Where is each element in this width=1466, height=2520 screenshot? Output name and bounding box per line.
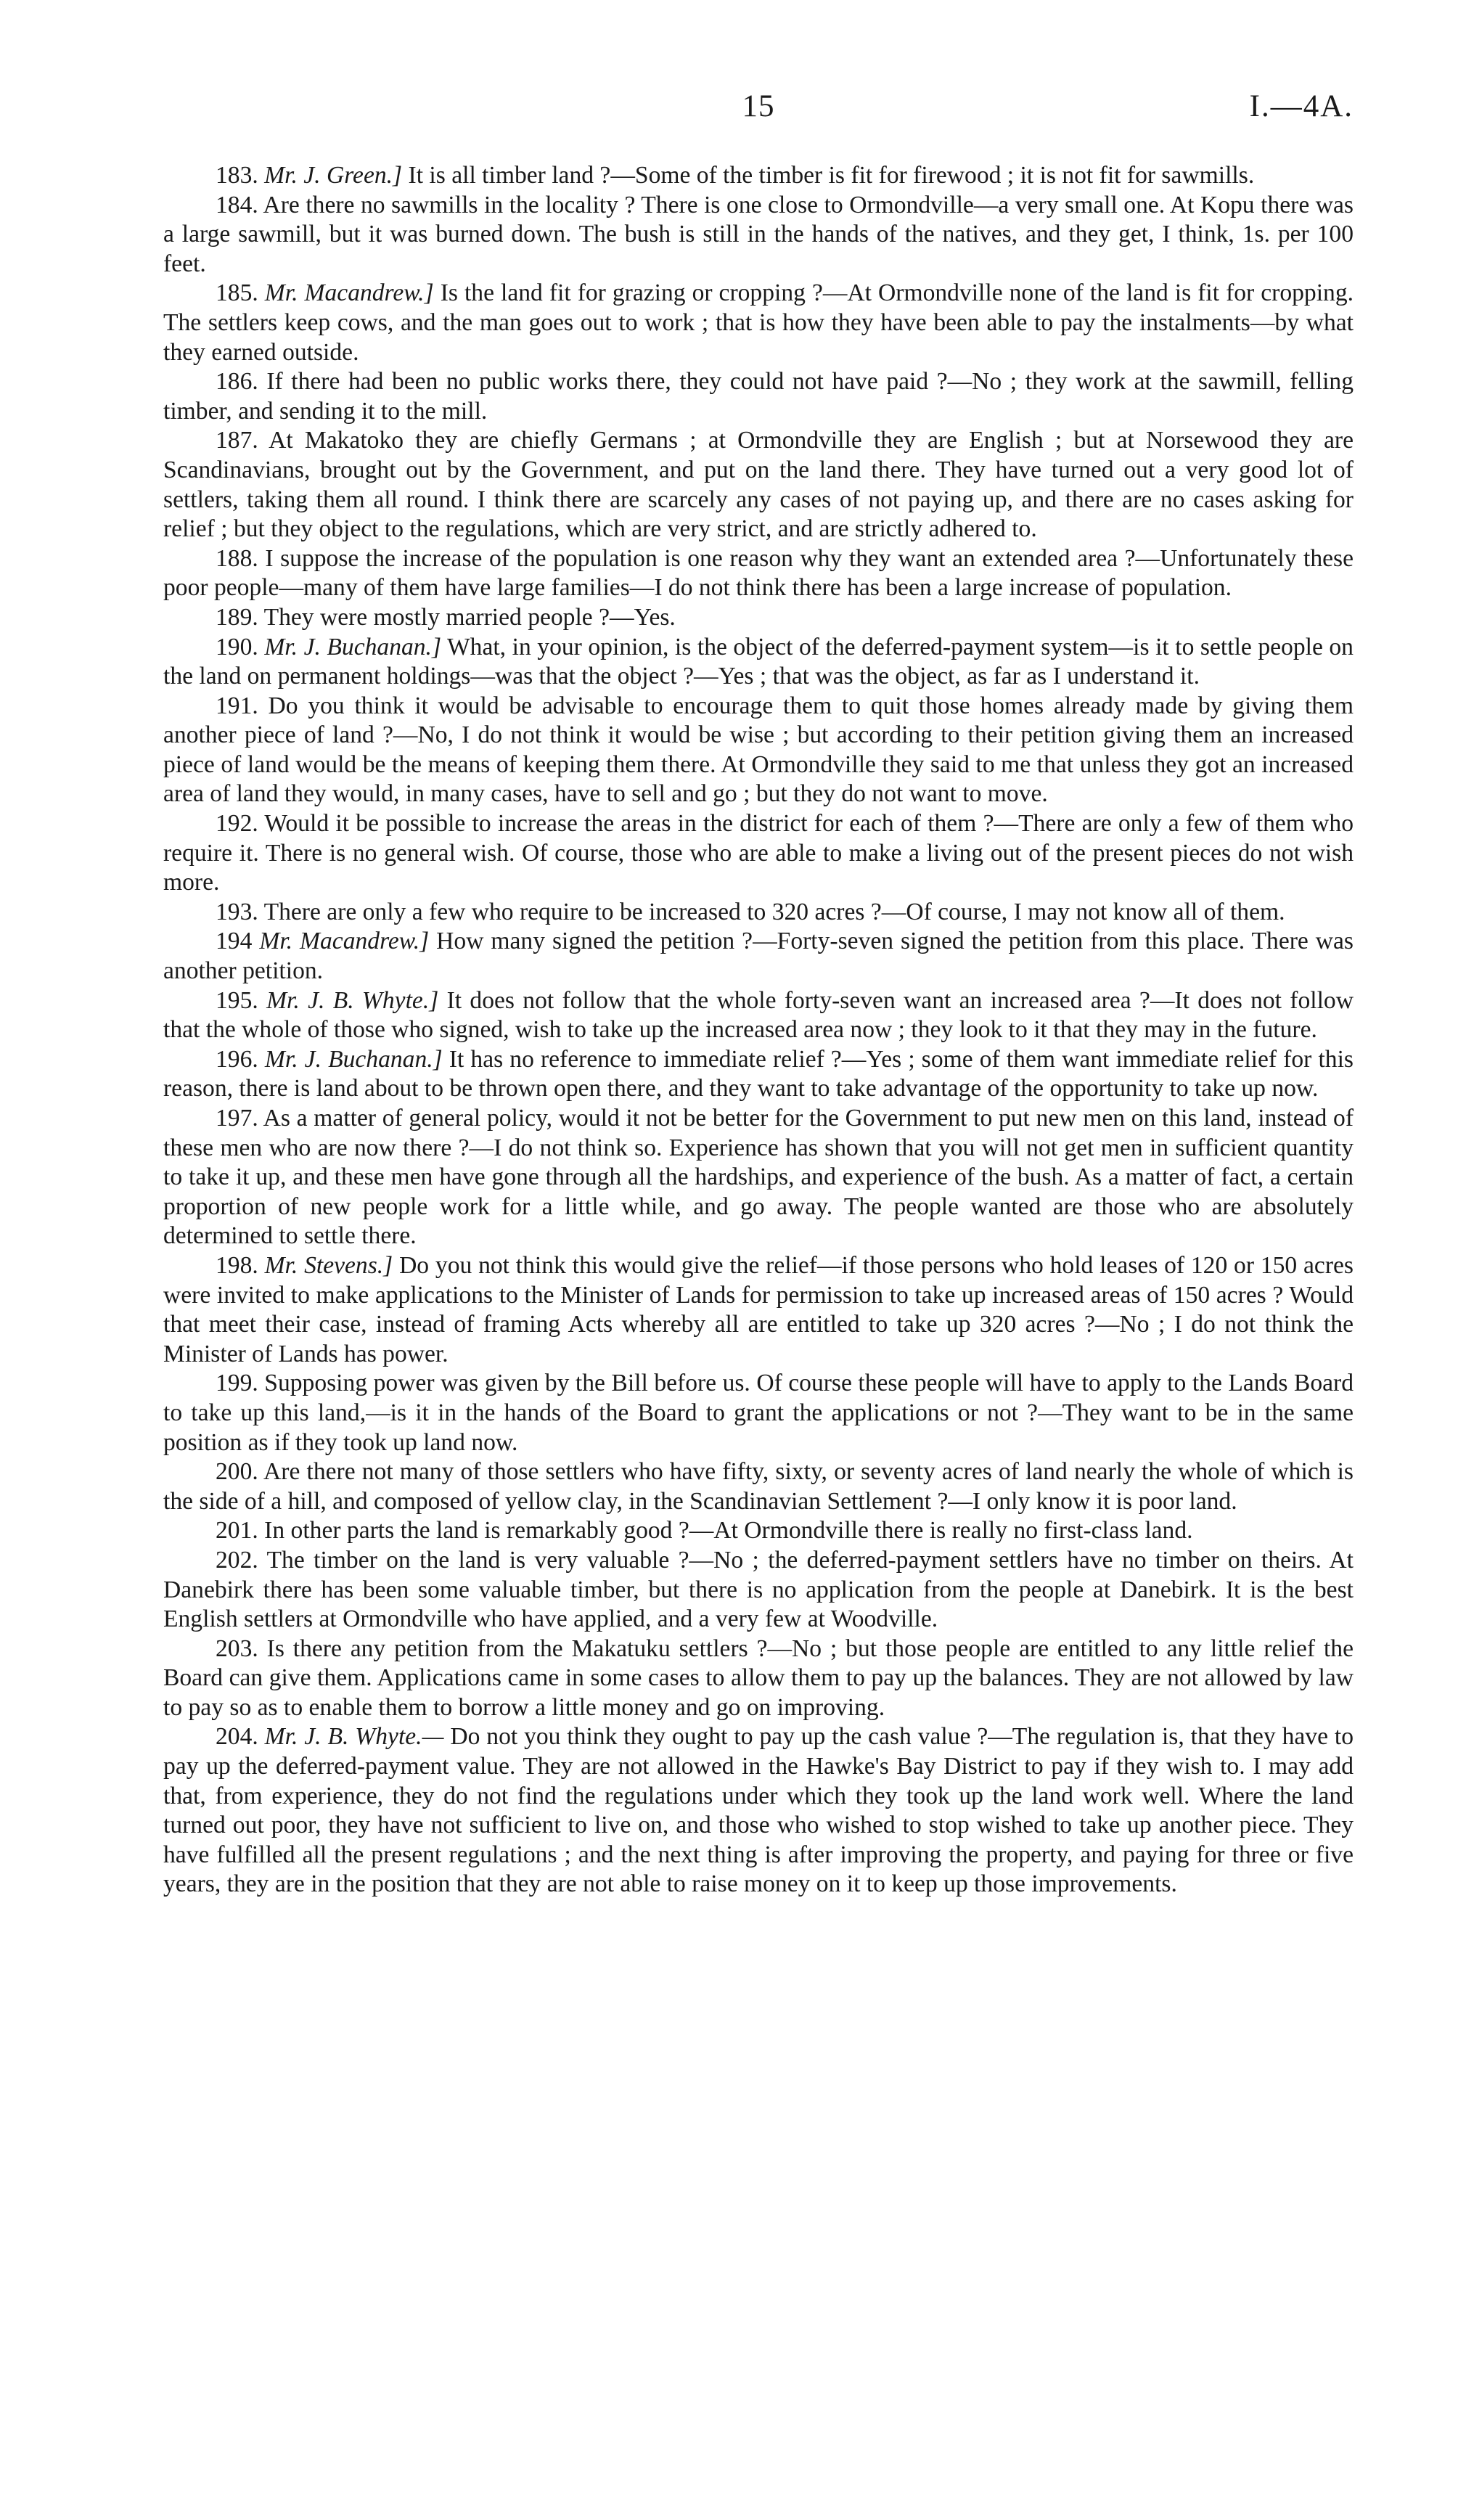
page-number: 15 <box>742 89 775 123</box>
question-number: 193. <box>216 898 258 925</box>
speaker-name: Mr. Stevens.] <box>264 1251 393 1279</box>
question-answer-text: Are there no sawmills in the locality ? There is one close to Ormondville—a very small one. At Kopu there was a large sawmill, but it was burned down. The bush is still in the hands of the natives, and they get, I think, 1s. per 100 feet. <box>163 191 1354 277</box>
evidence-paragraph <box>163 809 1354 898</box>
evidence-paragraph <box>163 1546 1354 1635</box>
evidence-paragraph <box>163 1722 1354 1899</box>
question-answer-text: Do you not think this would give the relief—if those persons who hold leases of 120 or 150 acres were invited to make applications to the Minister of Lands for permission to take up increased areas of 150 acres ? Would that meet their case, instead of framing Acts whereby all are entitled to take up 320 acres ?—No ; I do not think the Minister of Lands has power. <box>163 1251 1354 1367</box>
question-number: 186. <box>216 368 258 396</box>
question-answer-text: At Makatoko they are chiefly Germans ; at Ormondville they are English ; but at Norsewood they are Scandinavians, brought out by the Government, and put on the land there. They have turned out a very good lot of settlers, taking them all round. I think there are scarcely any cases of not paying up, and there are no cases asking for relief ; but they object to the regulations, which are very strict, and are strictly adhered to. <box>163 427 1354 543</box>
question-number: 200. <box>216 1458 258 1486</box>
page-header <box>163 89 1354 132</box>
question-number: 189. <box>216 603 258 631</box>
question-answer-text: Is the land fit for grazing or cropping ?—At Ormondville none of the land is fit for cropping. The settlers keep cows, and the man goes out to work ; that is how they have been able to pay the instalments—by what they earned outside. <box>163 279 1354 366</box>
question-answer-text: Supposing power was given by the Bill before us. Of course these people will have to apply to the Lands Board to take up this land,—is it in the hands of the Board to grant the applications or not ?—They want to be in the same position as if they took up land now. <box>163 1370 1354 1456</box>
document-reference: I.—4A. <box>1249 89 1354 123</box>
question-number: 201. <box>216 1517 258 1545</box>
question-answer-text: Do you think it would be advisable to encourage them to quit those homes already made by giving them another piece of land ?—No, I do not think it would be wise ; but according to their petition giving them an increased piece of land would be the means of keeping them there. At Ormondville they said to me that unless they got an increased area of land they would, in many cases, have to sell and go ; but they do not want to move. <box>163 692 1354 808</box>
evidence-paragraph <box>163 426 1354 544</box>
question-number: 191. <box>216 692 258 719</box>
evidence-paragraph <box>163 1635 1354 1723</box>
evidence-paragraph <box>163 1457 1354 1516</box>
question-number: 195. <box>216 986 258 1014</box>
evidence-paragraph <box>163 1045 1354 1104</box>
speaker-name: Mr. J. Green.] <box>264 162 403 189</box>
question-answer-text: Is there any petition from the Makatuku settlers ?—No ; but those people are entitled to any little relief the Board can give them. Applications came in some cases to allow them to pay up the balances. They are not allowed by law to pay so as to enable them to borrow a little money and go on improving. <box>163 1635 1354 1721</box>
evidence-paragraph <box>163 544 1354 603</box>
question-number: 192. <box>216 810 258 838</box>
question-number: 187. <box>216 427 258 454</box>
question-answer-text: Would it be possible to increase the areas in the district for each of them ?—There are only a few of them who require it. There is no general wish. Of course, those who are able to make a living out of the present pieces do not wish more. <box>163 810 1354 896</box>
question-number: 183. <box>216 162 258 189</box>
speaker-name: Mr. J. B. Whyte.] <box>266 986 439 1014</box>
question-answer-text: It is all timber land ?—Some of the timber is fit for firewood ; it is not fit for sawmills. <box>408 162 1255 189</box>
question-answer-text: They were mostly married people ?—Yes. <box>263 603 676 631</box>
question-number: 194 <box>216 928 253 955</box>
evidence-paragraph <box>163 633 1354 692</box>
question-answer-text: What, in your opinion, is the object of the deferred-payment system—is it to settle people on the land on permanent holdings—was that the object ?—Yes ; that was the object, as far as I understand it. <box>163 633 1354 690</box>
question-number: 197. <box>216 1105 258 1132</box>
question-answer-text: There are only a few who require to be increased to 320 acres ?—Of course, I may not know all of them. <box>263 898 1285 925</box>
minutes-body <box>163 161 1354 1899</box>
evidence-paragraph <box>163 1516 1354 1546</box>
question-number: 184. <box>216 191 258 218</box>
question-number: 190. <box>216 633 258 660</box>
question-number: 204. <box>216 1723 258 1751</box>
question-answer-text: As a matter of general policy, would it not be better for the Government to put new men on this land, instead of these men who are now there ?—I do not think so. Experience has shown that you will not get men in sufficient quantity to take it up, and these men have gone through all the hardships, and experience of the bush. As a matter of fact, a certain proportion of new people work for a little while, and go away. The people wanted are those who are absolutely determined to settle there. <box>163 1105 1354 1250</box>
evidence-paragraph <box>163 603 1354 633</box>
question-number: 202. <box>216 1546 258 1574</box>
speaker-name: Mr. Macandrew.] <box>259 928 430 955</box>
question-answer-text: I suppose the increase of the population is one reason why they want an extended area ?—Unfortunately these poor people—many of them have large families—I do not think there has been a large increase of population. <box>163 544 1354 602</box>
question-number: 196. <box>216 1045 258 1073</box>
speaker-name: Mr. Macandrew.] <box>264 279 434 307</box>
evidence-paragraph <box>163 1251 1354 1369</box>
evidence-paragraph <box>163 367 1354 426</box>
evidence-paragraph <box>163 927 1354 986</box>
speaker-name: Mr. J. Buchanan.] <box>264 633 442 660</box>
question-answer-text: Do not you think they ought to pay up the cash value ?—The regulation is, that they have to pay up the deferred-payment value. They are not allowed in the Hawke's Bay District to pay if they wish to. I may add that, from experience, they do not find the regulations under which they took up the land work well. Where the land turned out poor, they have not sufficient to live on, and those who wished to stop wished to take up another piece. They have fulfilled all the present regulations ; and the next thing is after improving the property, and paying for three or five years, they are in the position that they are not able to raise money on it to keep up those improvements. <box>163 1723 1354 1898</box>
question-answer-text: It has no reference to immediate relief ?—Yes ; some of them want immediate relief for this reason, there is land about to be thrown open there, and they want to take advantage of the opportunity to take up now. <box>163 1045 1354 1102</box>
speaker-name: Mr. J. Buchanan.] <box>264 1045 443 1073</box>
question-number: 198. <box>216 1251 258 1279</box>
evidence-paragraph <box>163 279 1354 367</box>
speaker-name: Mr. J. B. Whyte.— <box>264 1723 444 1751</box>
question-answer-text: In other parts the land is remarkably good ?—At Ormondville there is really no first-class land. <box>264 1517 1193 1545</box>
evidence-paragraph <box>163 1369 1354 1457</box>
question-number: 199. <box>216 1370 258 1397</box>
evidence-paragraph <box>163 191 1354 279</box>
question-answer-text: The timber on the land is very valuable ?—No ; the deferred-payment settlers have no timber on theirs. At Danebirk there has been some valuable timber, but there is no application from the people at Danebirk. It is the best English settlers at Ormondville who have applied, and a very few at Woodville. <box>163 1546 1354 1633</box>
question-answer-text: It does not follow that the whole forty-seven want an increased area ?—It does not follow that the whole of those who signed, wish to take up the increased area now ; they look to it that they may in the future. <box>163 986 1354 1044</box>
question-number: 188. <box>216 544 258 572</box>
question-number: 203. <box>216 1635 258 1662</box>
question-answer-text: Are there not many of those settlers who have fifty, sixty, or seventy acres of land nearly the whole of which is the side of a hill, and composed of yellow clay, in the Scandinavian Settlement ?—I only know it is poor land. <box>163 1458 1354 1515</box>
evidence-paragraph <box>163 161 1354 191</box>
evidence-paragraph <box>163 986 1354 1045</box>
evidence-paragraph <box>163 1104 1354 1251</box>
question-number: 185. <box>216 279 258 307</box>
question-answer-text: If there had been no public works there, they could not have paid ?—No ; they work at the sawmill, felling timber, and sending it to the mill. <box>163 368 1354 425</box>
evidence-paragraph <box>163 898 1354 928</box>
question-answer-text: How many signed the petition ?—Forty-seven signed the petition from this place. There was another petition. <box>163 928 1354 985</box>
evidence-paragraph <box>163 692 1354 809</box>
